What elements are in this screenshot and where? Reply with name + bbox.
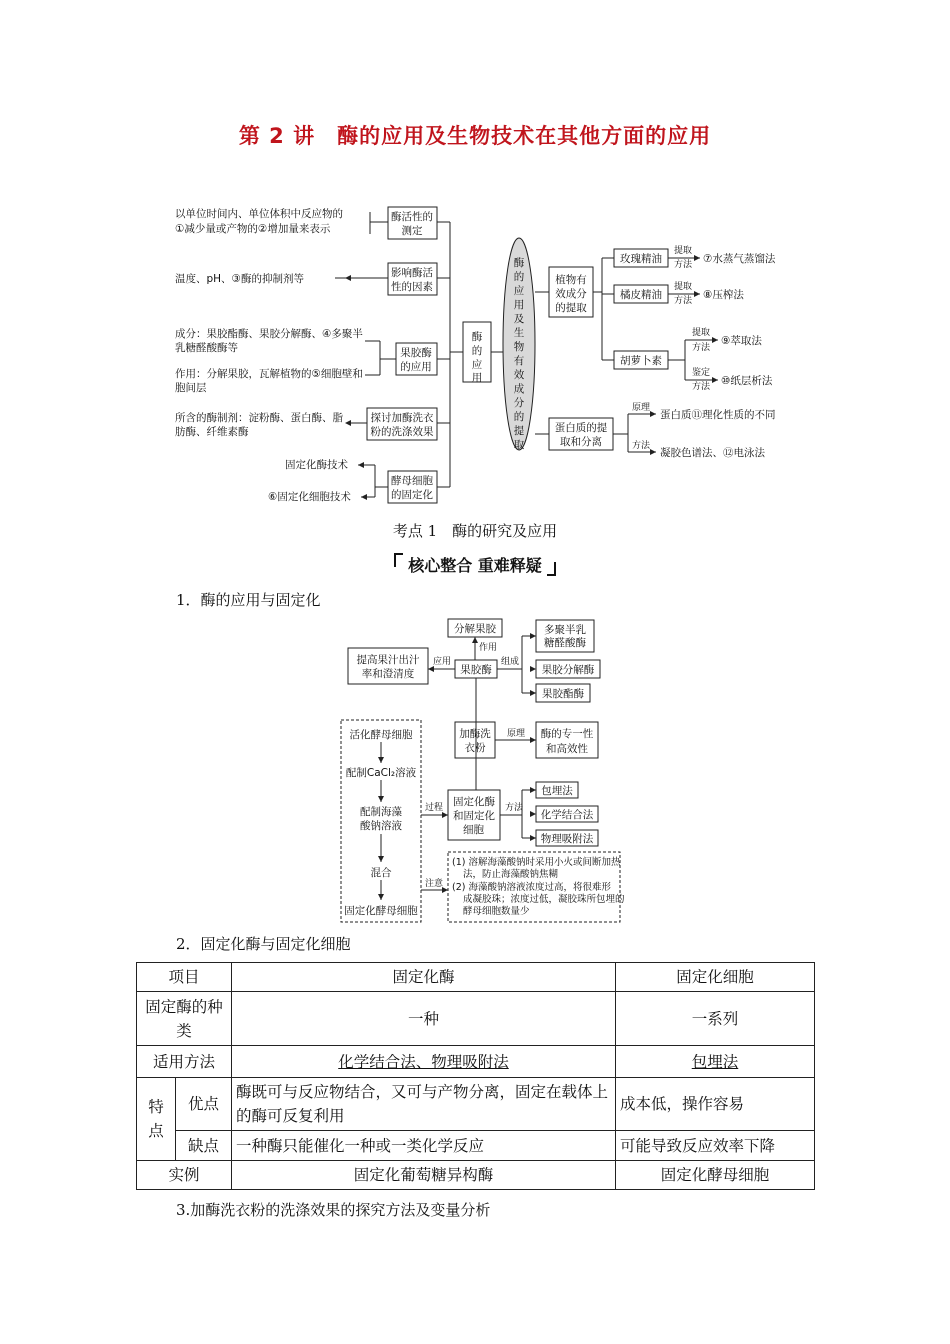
svg-text:方法: 方法: [674, 296, 693, 306]
comparison-table: [136, 962, 815, 1190]
svg-text:的: 的: [471, 345, 483, 357]
table-row: 项目 固定化酶 固定化细胞: [137, 963, 815, 992]
svg-text:影响酶活: 影响酶活: [391, 267, 433, 279]
item-2: 2．固定化酶与固定化细胞: [176, 935, 351, 953]
svg-text:固定化酵母细胞: 固定化酵母细胞: [344, 905, 418, 917]
svg-text:取和分离: 取和分离: [560, 436, 602, 448]
svg-text:衣粉: 衣粉: [464, 742, 486, 754]
map-center-1: 酶: [471, 331, 483, 343]
page-title: 第 2 讲 酶的应用及生物技术在其他方面的应用: [238, 124, 712, 148]
svg-text:(2) 海藻酸钠溶液浓度过高，将很难形: (2) 海藻酸钠溶液浓度过高，将很难形: [452, 882, 611, 893]
svg-text:植物有: 植物有: [555, 274, 587, 286]
table-row: 特点 优点 酶既可与反应物结合，又可与产物分离，固定在载体上的酶可反复利用 成本低，操作容易: [137, 1078, 815, 1131]
map-r2-text2: 凝胶色谱法、⑫电泳法: [660, 447, 765, 459]
svg-text:酸钠溶液: 酸钠溶液: [360, 820, 402, 832]
svg-text:酶的专一性: 酶的专一性: [540, 728, 594, 740]
svg-text:酵母细胞数量少: 酵母细胞数量少: [463, 906, 530, 917]
svg-text:探讨加酶洗衣: 探讨加酶洗衣: [370, 412, 434, 424]
table-row: 缺点 一种酶只能催化一种或一类化学反应 可能导致反应效率下降: [137, 1131, 815, 1161]
svg-text:提取: 提取: [692, 328, 711, 338]
item-3: 3.加酶洗衣粉的洗涤效果的探究方法及变量分析: [176, 1201, 491, 1219]
svg-text:分: 分: [513, 397, 525, 409]
svg-text:应: 应: [513, 285, 525, 297]
svg-text:的提取: 的提取: [555, 302, 587, 314]
svg-text:和高效性: 和高效性: [546, 743, 588, 755]
table-row: 适用方法 化学结合法、物理吸附法 包埋法: [137, 1046, 815, 1078]
svg-text:活化酵母细胞: 活化酵母细胞: [349, 729, 413, 741]
map-r1b-text: ⑧压榨法: [703, 289, 744, 301]
svg-text:酵母细胞: 酵母细胞: [391, 475, 433, 487]
map-r1c-text2: ⑩纸层析法: [721, 375, 773, 387]
svg-text:固定化酶: 固定化酶: [453, 796, 495, 808]
map-b4-text2: 肪酶、纤维素酶: [175, 426, 249, 438]
map-b1-text1: 以单位时间内、单位体积中反应物的: [175, 208, 343, 220]
svg-text:(1) 溶解海藻酸钠时采用小火或间断加热: (1) 溶解海藻酸钠时采用小火或间断加热: [452, 857, 621, 868]
map-b3-text4: 胞间层: [175, 382, 207, 394]
map-b5-text1: 固定化酶技术: [285, 459, 348, 471]
svg-text:原理: 原理: [507, 729, 526, 739]
svg-text:组成: 组成: [501, 657, 520, 667]
svg-text:成: 成: [513, 383, 525, 395]
item-1: 1．酶的应用与固定化: [176, 591, 321, 609]
svg-text:测定: 测定: [401, 225, 423, 237]
svg-text:提高果汁出汁: 提高果汁出汁: [356, 654, 420, 666]
svg-text:酶活性的: 酶活性的: [391, 211, 433, 223]
svg-text:性的因素: 性的因素: [391, 281, 433, 293]
map-b3-text1: 成分：果胶酯酶、果胶分解酶、④多聚半: [175, 328, 363, 340]
map-b3-text3: 作用：分解果胶，瓦解植物的⑤细胞壁和: [175, 368, 363, 380]
svg-text:果胶酶: 果胶酶: [400, 347, 432, 359]
svg-text:蛋白质的提: 蛋白质的提: [554, 422, 608, 434]
map-b3-text2: 乳糖醛酸酶等: [175, 342, 238, 354]
core-label: 核心整合 重难释疑: [0, 553, 950, 576]
svg-text:玫瑰精油: 玫瑰精油: [620, 253, 662, 265]
svg-text:效: 效: [513, 369, 525, 381]
section-title: 考点 1 酶的研究及应用: [392, 522, 558, 540]
svg-text:提取: 提取: [674, 282, 693, 292]
svg-text:配制海藻: 配制海藻: [360, 806, 402, 818]
svg-text:效成分: 效成分: [555, 288, 587, 300]
svg-text:橘皮精油: 橘皮精油: [620, 289, 662, 301]
svg-text:鉴定: 鉴定: [692, 368, 711, 378]
svg-text:方法: 方法: [692, 382, 711, 392]
map-b2-text: 温度、pH、③酶的抑制剂等: [175, 273, 304, 285]
svg-text:果胶分解酶: 果胶分解酶: [541, 664, 595, 676]
map-r1c-text1: ⑨萃取法: [721, 335, 762, 347]
svg-text:应: 应: [471, 359, 483, 371]
svg-text:胡萝卜素: 胡萝卜素: [620, 355, 662, 367]
svg-text:物理吸附法: 物理吸附法: [540, 833, 594, 845]
svg-text:配制CaCl₂溶液: 配制CaCl₂溶液: [345, 767, 417, 779]
svg-text:的应用: 的应用: [400, 361, 432, 373]
svg-text:加酶洗: 加酶洗: [459, 728, 491, 740]
svg-text:用: 用: [513, 299, 525, 311]
svg-text:果胶酯酶: 果胶酯酶: [542, 688, 584, 700]
svg-text:果胶酶: 果胶酶: [460, 664, 492, 676]
map-b4-text1: 所含的酶制剂：淀粉酶、蛋白酶、脂: [175, 412, 343, 424]
svg-text:和固定化: 和固定化: [453, 810, 495, 822]
svg-text:用: 用: [471, 372, 483, 384]
svg-text:提: 提: [513, 425, 525, 437]
svg-text:过程: 过程: [425, 803, 444, 813]
svg-text:成凝胶珠；浓度过低，凝胶珠所包埋的: 成凝胶珠；浓度过低，凝胶珠所包埋的: [463, 894, 625, 905]
map-r1a-text: ⑦水蒸气蒸馏法: [703, 253, 776, 265]
svg-text:方法: 方法: [505, 803, 524, 813]
svg-text:应用: 应用: [433, 657, 452, 667]
svg-text:糖醛酸酶: 糖醛酸酶: [544, 637, 586, 649]
svg-text:注意: 注意: [425, 879, 444, 889]
svg-text:细胞: 细胞: [463, 824, 484, 836]
map-b5-text2: ⑥固定化细胞技术: [268, 491, 351, 503]
svg-text:作用: 作用: [479, 643, 498, 653]
table-row: 实例 固定化葡萄糖异构酶 固定化酵母细胞: [137, 1161, 815, 1190]
svg-text:的: 的: [513, 271, 525, 283]
map-r2-text1: 蛋白质⑪理化性质的不同: [660, 409, 776, 421]
svg-text:多聚半乳: 多聚半乳: [544, 624, 586, 636]
svg-text:取: 取: [513, 439, 525, 451]
svg-text:方法: 方法: [632, 441, 651, 451]
svg-text:混合: 混合: [370, 867, 392, 879]
svg-text:酶: 酶: [513, 257, 525, 269]
svg-text:化学结合法: 化学结合法: [540, 809, 594, 821]
svg-text:粉的洗涤效果: 粉的洗涤效果: [370, 426, 434, 438]
table-row: 固定酶的种类 一种 一系列: [137, 992, 815, 1046]
svg-text:的固定化: 的固定化: [391, 489, 433, 501]
svg-text:物: 物: [513, 341, 525, 353]
svg-text:方法: 方法: [692, 343, 711, 353]
svg-text:生: 生: [513, 327, 525, 339]
svg-text:及: 及: [513, 313, 525, 325]
svg-text:提取: 提取: [674, 246, 693, 256]
svg-text:原理: 原理: [632, 403, 651, 413]
svg-text:包埋法: 包埋法: [541, 785, 573, 797]
svg-text:法，防止海藻酸钠焦糊: 法，防止海藻酸钠焦糊: [463, 869, 559, 880]
svg-text:率和澄清度: 率和澄清度: [361, 668, 415, 680]
map-b1-text2: ①减少量或产物的②增加量来表示: [175, 223, 331, 235]
svg-text:方法: 方法: [674, 260, 693, 270]
svg-text:有: 有: [513, 355, 525, 367]
svg-text:的: 的: [513, 411, 525, 423]
svg-text:分解果胶: 分解果胶: [454, 623, 496, 635]
